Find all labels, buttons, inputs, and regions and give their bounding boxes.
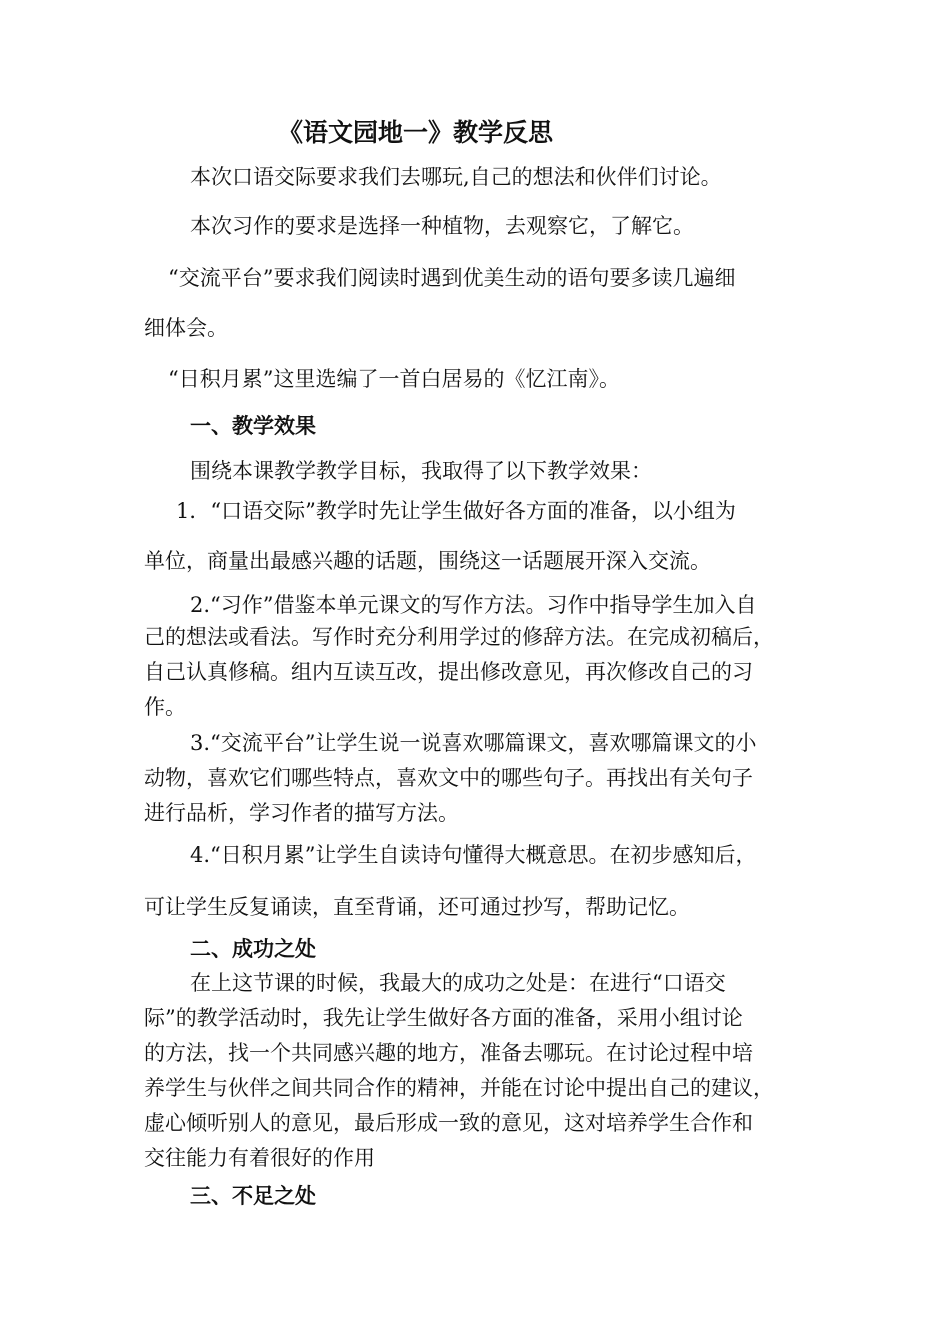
paragraph-line: 虚心倾听别人的意见，最后形成一致的意见，这对培养学生合作和	[144, 1111, 753, 1135]
paragraph-line: 3.“交流平台”让学生说一说喜欢哪篇课文，喜欢哪篇课文的小	[190, 731, 757, 755]
paragraph-line: 养学生与伙伴之间共同合作的精神，并能在讨论中提出自己的建议，	[144, 1076, 774, 1100]
section-heading: 三、不足之处	[190, 1184, 316, 1208]
paragraph-line: 2.“习作”借鉴本单元课文的写作方法。习作中指导学生加入自	[190, 593, 757, 617]
paragraph-line: 自己认真修稿。组内互读互改，提出修改意见，再次修改自己的习	[144, 660, 753, 684]
paragraph-line: 进行品析，学习作者的描写方法。	[144, 801, 459, 825]
paragraph-line: 4.“日积月累”让学生自读诗句懂得大概意思。在初步感知后，	[190, 843, 757, 867]
paragraph-line: 交往能力有着很好的作用	[144, 1146, 375, 1170]
paragraph-line: 作。	[144, 695, 186, 719]
intro-line: “日积月累”这里选编了一首白居易的《忆江南》。	[168, 367, 620, 391]
paragraph-line: 围绕本课教学教学目标，我取得了以下教学效果：	[190, 459, 652, 483]
section-heading: 二、成功之处	[190, 937, 316, 961]
page-title: 《语文园地一》教学反思	[278, 118, 554, 147]
paragraph-line: 动物，喜欢它们哪些特点，喜欢文中的哪些句子。再找出有关句子	[144, 766, 753, 790]
intro-line: 细体会。	[144, 316, 228, 340]
paragraph-line: 际”的教学活动时，我先让学生做好各方面的准备，采用小组讨论	[144, 1006, 743, 1030]
intro-line: 本次习作的要求是选择一种植物，去观察它，了解它。	[190, 214, 694, 238]
paragraph-line: 的方法，找一个共同感兴趣的地方，准备去哪玩。在讨论过程中培	[144, 1041, 753, 1065]
paragraph-line: 单位，商量出最感兴趣的话题，围绕这一话题展开深入交流。	[144, 549, 711, 573]
section-heading: 一、教学效果	[190, 414, 316, 438]
intro-line: “交流平台”要求我们阅读时遇到优美生动的语句要多读几遍细	[168, 266, 736, 290]
paragraph-line: 可让学生反复诵读，直至背诵，还可通过抄写，帮助记忆。	[144, 895, 690, 919]
paragraph-line: 在上这节课的时候，我最大的成功之处是：在进行“口语交	[190, 971, 726, 995]
intro-line: 本次口语交际要求我们去哪玩,自己的想法和伙伴们讨论。	[190, 165, 722, 189]
paragraph-line: 己的想法或看法。写作时充分利用学过的修辞方法。在完成初稿后，	[144, 625, 774, 649]
paragraph-line: 1．“口语交际”教学时先让学生做好各方面的准备，以小组为	[176, 499, 736, 523]
